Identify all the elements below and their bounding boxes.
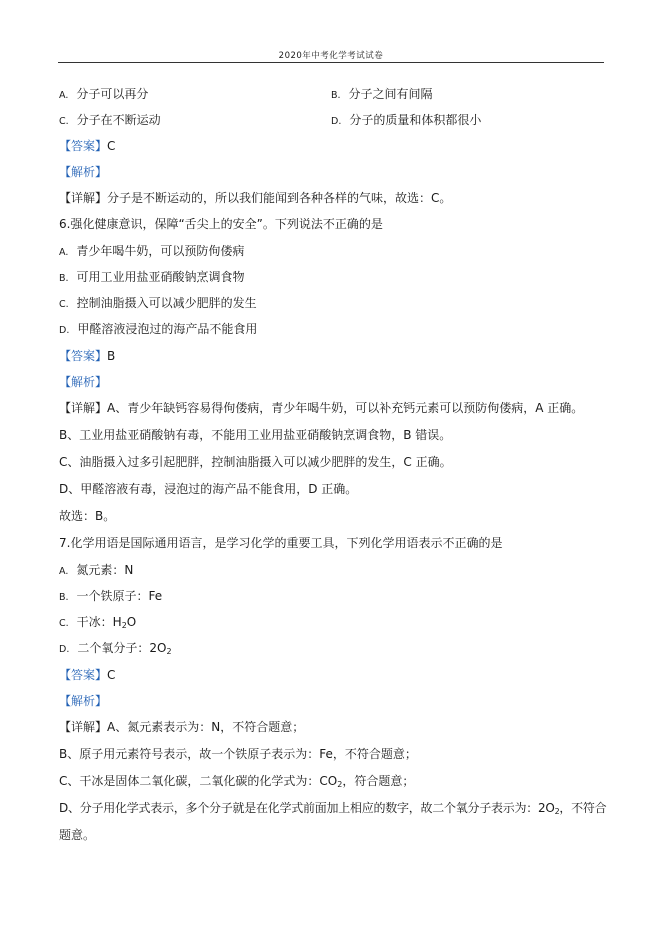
q6-answer-tag: 【答案】 — [59, 349, 108, 363]
q6-option-d-text: 甲醛溶液浸泡过的海产品不能食用 — [77, 322, 258, 336]
q7-option-a-text: 氮元素：N — [76, 563, 134, 577]
q7-detail-line-c — [59, 773, 414, 789]
q7-detail-line-d — [59, 800, 606, 816]
q7-option-c-text-after: O — [126, 615, 137, 629]
q6-option-a — [59, 243, 244, 261]
q5-option-b — [331, 86, 433, 104]
q5-detail-tag: 【详解】 — [59, 191, 108, 205]
q7-detail-c-text-after: ，符合题意； — [342, 774, 415, 788]
q7-option-b-letter: B. — [59, 592, 69, 603]
q6-stem: 6.强化健康意识，保障“舌尖上的安全”。下列说法不正确的是 — [59, 217, 383, 231]
q7-answer-value: C — [107, 668, 116, 682]
q5-detail-text: 分子是不断运动的，所以我们能闻到各种各样的气味，故选：C。 — [107, 191, 452, 205]
q5-option-a-text: 分子可以再分 — [76, 87, 149, 101]
q7-detail-d-text-after: ，不符合 — [559, 801, 607, 815]
q5-option-d-text: 分子的质量和体积都很小 — [349, 113, 482, 127]
q7-option-c-subscript: 2 — [121, 621, 127, 630]
q6-option-c-text: 控制油脂摄入可以减少肥胖的发生 — [76, 296, 257, 310]
q6-option-b-letter: B. — [59, 273, 69, 284]
page-header: 2020年中考化学考试试卷 — [278, 51, 384, 61]
q5-option-a — [59, 86, 148, 104]
q7-option-d-subscript: 2 — [166, 647, 172, 656]
q5-analysis-tag — [59, 164, 107, 180]
q6-detail-conclusion: 故选：B。 — [59, 509, 116, 523]
q6-option-b — [59, 269, 245, 287]
q7-option-a-letter: A. — [59, 566, 69, 577]
q7-detail-c-text: C、干冰是固体二氧化碳，二氧化碳的化学式为：CO — [59, 774, 338, 788]
q6-analysis-label: 【解析】 — [59, 375, 108, 389]
q7-option-d-text: 二个氧分子：2O — [77, 641, 167, 655]
q5-option-b-text: 分子之间有间隔 — [348, 87, 433, 101]
q7-option-b-text: 一个铁原子：Fe — [76, 589, 163, 603]
q5-detail — [59, 190, 451, 206]
q5-option-c-text: 分子在不断运动 — [76, 113, 161, 127]
q7-analysis-tag — [59, 693, 107, 709]
q7-option-a — [59, 562, 133, 580]
q6-analysis-tag — [59, 374, 107, 390]
q5-answer-value: C — [107, 139, 116, 153]
q6-detail-tag: 【详解】 — [59, 401, 108, 415]
q5-option-c — [59, 112, 161, 130]
q7-detail-text-a: A、氮元素表示为：N，不符合题意； — [107, 720, 305, 734]
q7-option-d-letter: D. — [59, 644, 70, 655]
q7-option-b — [59, 588, 162, 606]
q6-option-c — [59, 295, 257, 313]
q7-option-c-text: 干冰：H — [76, 615, 122, 629]
q5-option-b-letter: B. — [331, 90, 341, 101]
q6-detail-line-4: D、甲醛溶液有毒，浸泡过的海产品不能食用，D 正确。 — [59, 482, 358, 496]
q7-option-d — [59, 640, 172, 658]
q7-detail-line-b: B、原子用元素符号表示，故一个铁原子表示为：Fe，不符合题意； — [59, 747, 417, 761]
q6-detail-line-1 — [59, 400, 583, 416]
q6-answer — [59, 348, 115, 364]
q5-option-d-letter: D. — [331, 116, 342, 127]
q7-detail-c-subscript: 2 — [337, 780, 343, 789]
q6-option-d — [59, 321, 257, 339]
q6-detail-text-1: A、青少年缺钙容易得佝偻病，青少年喝牛奶，可以补充钙元素可以预防佝偻病，A 正确。 — [107, 401, 584, 415]
q5-answer — [59, 138, 115, 154]
q6-option-b-text: 可用工业用盐亚硝酸钠烹调食物 — [76, 270, 245, 284]
q7-detail-line-d-cont: 题意。 — [59, 828, 96, 842]
q6-option-a-letter: A. — [59, 247, 69, 258]
q5-answer-tag: 【答案】 — [59, 139, 108, 153]
q5-option-c-letter: C. — [59, 116, 69, 127]
q6-detail-line-2: B、工业用盐亚硝酸钠有毒，不能用工业用盐亚硝酸钠烹调食物，B 错误。 — [59, 428, 452, 442]
q7-option-c-letter: C. — [59, 618, 69, 629]
q7-stem: 7.化学用语是国际通用语言，是学习化学的重要工具，下列化学用语表示不正确的是 — [59, 536, 503, 550]
header-divider — [58, 62, 604, 63]
q7-detail-d-subscript: 2 — [554, 807, 560, 816]
q6-option-a-text: 青少年喝牛奶，可以预防佝偻病 — [76, 244, 245, 258]
q7-detail-d-text: D、分子用化学式表示，多个分子就是在化学式前面加上相应的数字，故二个氧分子表示为：2O — [59, 801, 555, 815]
q5-option-a-letter: A. — [59, 90, 69, 101]
q6-option-d-letter: D. — [59, 325, 70, 336]
q6-detail-line-3: C、油脂摄入过多引起肥胖，控制油脂摄入可以减少肥胖的发生，C 正确。 — [59, 455, 452, 469]
q7-option-c — [59, 614, 136, 632]
q5-analysis-label: 【解析】 — [59, 165, 108, 179]
q5-option-d — [331, 112, 481, 130]
q7-answer-tag: 【答案】 — [59, 668, 108, 682]
q7-detail-tag: 【详解】 — [59, 720, 108, 734]
q6-option-c-letter: C. — [59, 299, 69, 310]
q7-detail-line-a — [59, 719, 304, 735]
q6-answer-value: B — [107, 349, 116, 363]
q7-answer — [59, 667, 115, 683]
q7-analysis-label: 【解析】 — [59, 694, 108, 708]
